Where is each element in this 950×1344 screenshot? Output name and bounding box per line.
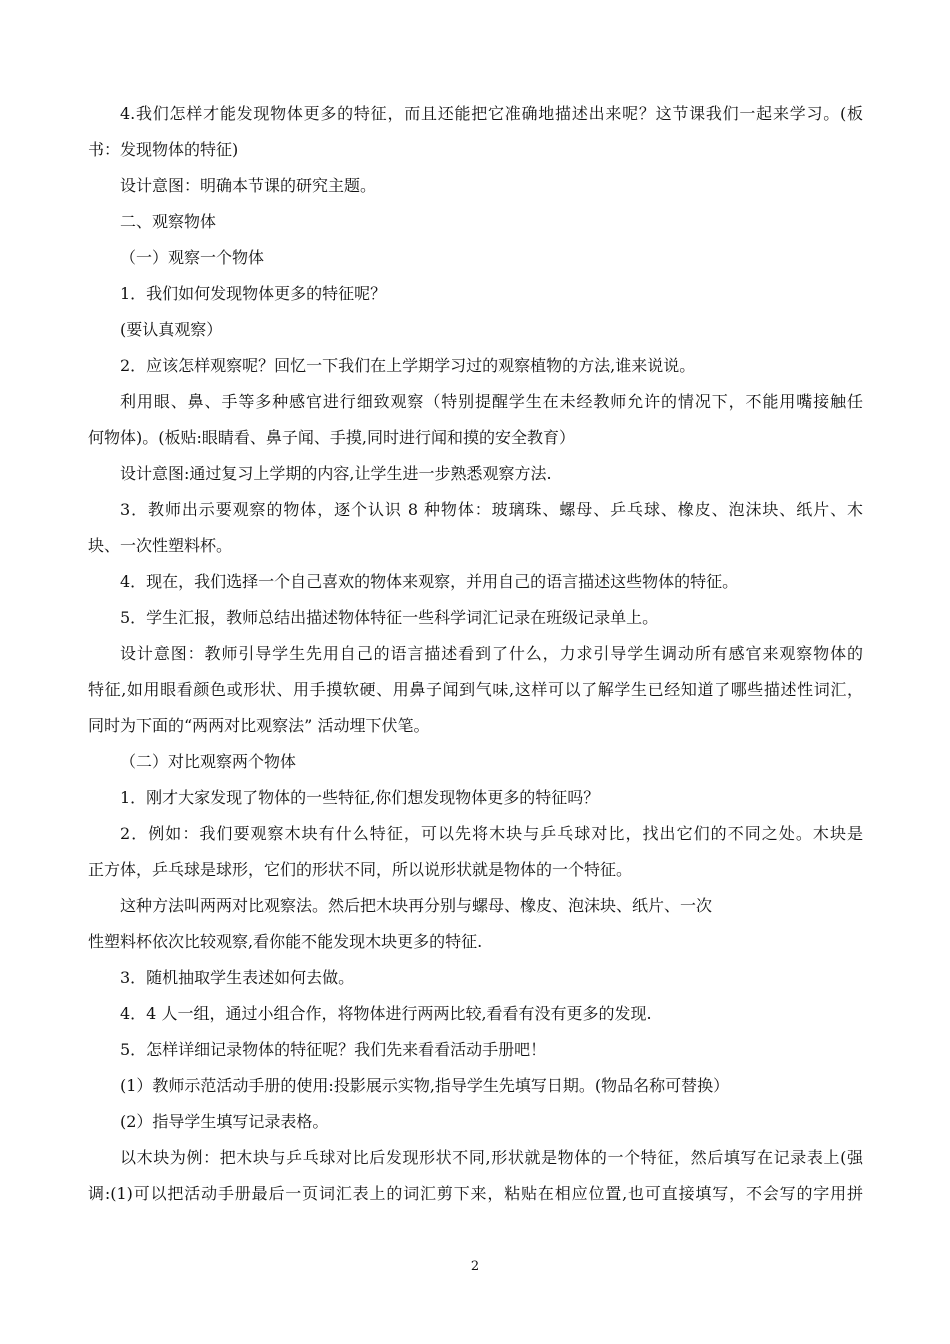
paragraph-line: 何物体)。(板贴:眼睛看、鼻子闻、手摸,同时进行闻和摸的安全教育） — [88, 428, 575, 447]
section-heading: 二、观察物体 — [120, 212, 217, 231]
paragraph-line: (1）教师示范活动手册的使用:投影展示实物,指导学生先填写日期。(物品名称可替换） — [120, 1076, 730, 1095]
paragraph-line: 块、一次性塑料杯。 — [88, 536, 233, 555]
paragraph-line: 利用眼、鼻、手等多种感官进行细致观察（特别提醒学生在未经教师允许的情况下，不能用嘴接触任 — [120, 392, 863, 411]
paragraph-line: (2）指导学生填写记录表格。 — [120, 1112, 329, 1131]
subsection-heading: （一）观察一个物体 — [120, 248, 265, 267]
paragraph-line: 正方体，乒乓球是球形，它们的形状不同，所以说形状就是物体的一个特征。 — [88, 860, 633, 879]
paragraph-line: 3．随机抽取学生表述如何去做。 — [120, 968, 355, 987]
paragraph-line: 这种方法叫两两对比观察法。然后把木块再分别与螺母、橡皮、泡沫块、纸片、一次 — [120, 896, 713, 915]
paragraph-line: 1．我们如何发现物体更多的特征呢？ — [120, 284, 387, 303]
design-intent-line: 设计意图:通过复习上学期的内容,让学生进一步熟悉观察方法. — [120, 464, 552, 483]
paragraph-line: 1．刚才大家发现了物体的一些特征,你们想发现物体更多的特征吗？ — [120, 788, 600, 807]
document-body — [88, 96, 863, 1212]
paragraph-line: 4．现在，我们选择一个自己喜欢的物体来观察，并用自己的语言描述这些物体的特征。 — [120, 572, 739, 591]
paragraph-line: 以木块为例：把木块与乒乓球对比后发现形状不同,形状就是物体的一个特征，然后填写在记录表上(强 — [120, 1148, 863, 1167]
design-intent-line: 设计意图：教师引导学生先用自己的语言描述看到了什么，力求引导学生调动所有感官来观察物体的 — [120, 644, 863, 663]
paragraph-line: 调:(1)可以把活动手册最后一页词汇表上的词汇剪下来，粘贴在相应位置,也可直接填写，不会写的字用拼 — [88, 1184, 863, 1203]
paragraph-line: 4.我们怎样才能发现物体更多的特征，而且还能把它准确地描述出来呢？这节课我们一起来学习。(板 — [120, 104, 863, 123]
subsection-heading: （二）对比观察两个物体 — [120, 752, 297, 771]
paragraph-line: 2．例如：我们要观察木块有什么特征，可以先将木块与乒乓球对比，找出它们的不同之处。木块是 — [120, 824, 863, 843]
paragraph-line: 同时为下面的“两两对比观察法” 活动埋下伏笔。 — [88, 716, 430, 735]
design-intent-line: 设计意图：明确本节课的研究主题。 — [120, 176, 377, 195]
paragraph-line: 书：发现物体的特征) — [88, 140, 239, 159]
paragraph-line: 性塑料杯依次比较观察,看你能不能发现木块更多的特征. — [88, 932, 483, 951]
paragraph-line: 2．应该怎样观察呢？回忆一下我们在上学期学习过的观察植物的方法,谁来说说。 — [120, 356, 696, 375]
paragraph-line: (要认真观察） — [120, 320, 223, 339]
paragraph-line: 3．教师出示要观察的物体，逐个认识 8 种物体：玻璃珠、螺母、乒乓球、橡皮、泡沫块、纸片、木 — [120, 500, 863, 519]
paragraph-line: 4．4 人一组，通过小组合作，将物体进行两两比较,看看有没有更多的发现. — [120, 1004, 652, 1023]
paragraph-line: 5．学生汇报，教师总结出描述物体特征一些科学词汇记录在班级记录单上。 — [120, 608, 659, 627]
paragraph-line: 特征,如用眼看颜色或形状、用手摸软硬、用鼻子闻到气味,这样可以了解学生已经知道了哪些描述性词汇， — [88, 680, 863, 699]
page-number: 2 — [470, 1259, 480, 1274]
paragraph-line: 5．怎样详细记录物体的特征呢？我们先来看看活动手册吧！ — [120, 1040, 547, 1059]
